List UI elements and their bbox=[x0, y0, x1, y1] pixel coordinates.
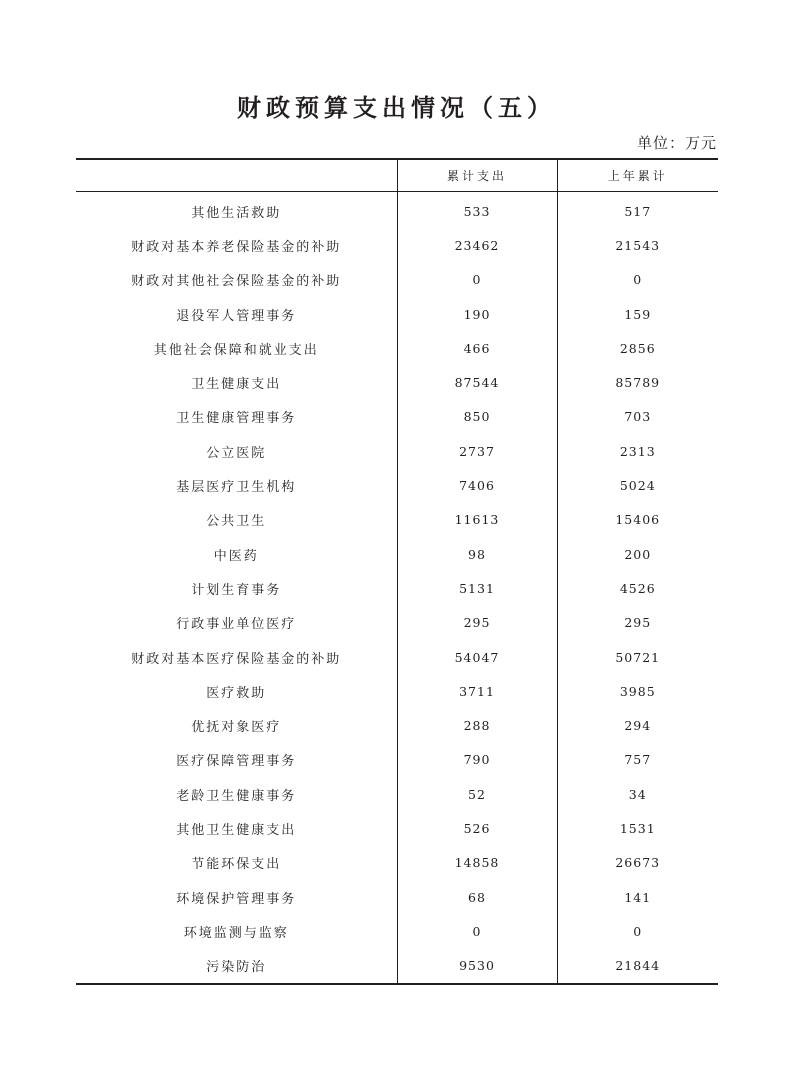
row-cumulative-value: 87544 bbox=[397, 365, 557, 399]
row-item-name: 卫生健康管理事务 bbox=[176, 411, 297, 427]
table-row bbox=[76, 434, 718, 468]
row-cumulative-value: 23462 bbox=[397, 228, 557, 262]
row-prior-year-value: 2313 bbox=[557, 434, 718, 468]
row-item-name: 公共卫生 bbox=[206, 514, 267, 530]
row-prior-year-value: 5024 bbox=[557, 468, 718, 502]
table-row bbox=[76, 297, 718, 331]
table-body bbox=[76, 192, 718, 984]
row-item-name: 基层医疗卫生机构 bbox=[176, 480, 297, 496]
row-cumulative-value: 295 bbox=[397, 606, 557, 640]
table-row bbox=[76, 743, 718, 777]
row-item-name: 医疗救助 bbox=[206, 685, 267, 701]
row-item-name: 退役军人管理事务 bbox=[176, 308, 297, 324]
table-row bbox=[76, 949, 718, 984]
budget-expenditure-table bbox=[76, 158, 718, 985]
row-prior-year-value: 159 bbox=[557, 297, 718, 331]
table-row bbox=[76, 880, 718, 914]
row-item-name: 计划生育事务 bbox=[191, 582, 282, 598]
row-item-name: 财政对基本养老保险基金的补助 bbox=[131, 239, 342, 255]
row-cumulative-value: 850 bbox=[397, 400, 557, 434]
budget-table-container bbox=[76, 158, 718, 985]
table-row bbox=[76, 606, 718, 640]
row-item-name: 中医药 bbox=[213, 548, 259, 564]
unit-label: 单位：万元 bbox=[636, 134, 717, 152]
row-cumulative-value: 98 bbox=[397, 537, 557, 571]
table-row bbox=[76, 674, 718, 708]
table-row bbox=[76, 914, 718, 948]
table-row bbox=[76, 468, 718, 502]
row-cumulative-value: 533 bbox=[397, 192, 557, 229]
row-item-name: 卫生健康支出 bbox=[191, 377, 282, 393]
table-row bbox=[76, 331, 718, 365]
row-cumulative-value: 790 bbox=[397, 743, 557, 777]
row-item-name: 污染防治 bbox=[206, 960, 267, 976]
row-prior-year-value: 757 bbox=[557, 743, 718, 777]
row-item-name: 财政对其他社会保险基金的补助 bbox=[131, 274, 342, 290]
row-cumulative-value: 526 bbox=[397, 811, 557, 845]
row-prior-year-value: 4526 bbox=[557, 571, 718, 605]
row-cumulative-value: 466 bbox=[397, 331, 557, 365]
row-prior-year-value: 0 bbox=[557, 914, 718, 948]
row-cumulative-value: 0 bbox=[397, 914, 557, 948]
table-row bbox=[76, 365, 718, 399]
row-item-name: 其他卫生健康支出 bbox=[176, 822, 297, 838]
row-item-name: 财政对基本医疗保险基金的补助 bbox=[131, 651, 342, 667]
header-prior-year: 上年累计 bbox=[557, 159, 718, 192]
row-prior-year-value: 85789 bbox=[557, 365, 718, 399]
row-prior-year-value: 21543 bbox=[557, 228, 718, 262]
row-cumulative-value: 14858 bbox=[397, 846, 557, 880]
row-prior-year-value: 26673 bbox=[557, 846, 718, 880]
table-row bbox=[76, 503, 718, 537]
row-cumulative-value: 190 bbox=[397, 297, 557, 331]
table-row bbox=[76, 263, 718, 297]
table-row bbox=[76, 640, 718, 674]
row-item-name: 其他社会保障和就业支出 bbox=[153, 342, 319, 358]
row-cumulative-value: 9530 bbox=[397, 949, 557, 984]
row-prior-year-value: 1531 bbox=[557, 811, 718, 845]
row-cumulative-value: 3711 bbox=[397, 674, 557, 708]
header-item bbox=[76, 159, 397, 192]
row-prior-year-value: 517 bbox=[557, 192, 718, 229]
table-row bbox=[76, 811, 718, 845]
row-cumulative-value: 288 bbox=[397, 708, 557, 742]
table-row bbox=[76, 571, 718, 605]
row-prior-year-value: 200 bbox=[557, 537, 718, 571]
row-prior-year-value: 21844 bbox=[557, 949, 718, 984]
page-title: 财政预算支出情况（五） bbox=[237, 93, 556, 122]
table-row bbox=[76, 537, 718, 571]
row-prior-year-value: 141 bbox=[557, 880, 718, 914]
row-prior-year-value: 0 bbox=[557, 263, 718, 297]
row-prior-year-value: 34 bbox=[557, 777, 718, 811]
row-item-name: 医疗保障管理事务 bbox=[176, 754, 297, 770]
row-item-name: 优抚对象医疗 bbox=[191, 720, 282, 736]
row-prior-year-value: 295 bbox=[557, 606, 718, 640]
row-item-name: 老龄卫生健康事务 bbox=[176, 788, 297, 804]
header-cumulative: 累计支出 bbox=[397, 159, 557, 192]
row-prior-year-value: 703 bbox=[557, 400, 718, 434]
table-row bbox=[76, 228, 718, 262]
row-cumulative-value: 2737 bbox=[397, 434, 557, 468]
row-item-name: 节能环保支出 bbox=[191, 857, 282, 873]
row-cumulative-value: 68 bbox=[397, 880, 557, 914]
table-row bbox=[76, 777, 718, 811]
row-prior-year-value: 2856 bbox=[557, 331, 718, 365]
row-item-name: 其他生活救助 bbox=[191, 205, 282, 221]
row-prior-year-value: 50721 bbox=[557, 640, 718, 674]
row-cumulative-value: 11613 bbox=[397, 503, 557, 537]
row-cumulative-value: 52 bbox=[397, 777, 557, 811]
row-item-name: 环境保护管理事务 bbox=[176, 891, 297, 907]
row-cumulative-value: 54047 bbox=[397, 640, 557, 674]
table-row bbox=[76, 708, 718, 742]
row-cumulative-value: 7406 bbox=[397, 468, 557, 502]
table-row bbox=[76, 192, 718, 229]
row-item-name: 环境监测与监察 bbox=[183, 925, 289, 941]
table-header-row bbox=[76, 159, 718, 192]
row-item-name: 公立医院 bbox=[206, 445, 267, 461]
row-prior-year-value: 294 bbox=[557, 708, 718, 742]
row-item-name: 行政事业单位医疗 bbox=[176, 617, 297, 633]
table-row bbox=[76, 400, 718, 434]
table-row bbox=[76, 846, 718, 880]
row-prior-year-value: 3985 bbox=[557, 674, 718, 708]
row-cumulative-value: 0 bbox=[397, 263, 557, 297]
row-cumulative-value: 5131 bbox=[397, 571, 557, 605]
row-prior-year-value: 15406 bbox=[557, 503, 718, 537]
